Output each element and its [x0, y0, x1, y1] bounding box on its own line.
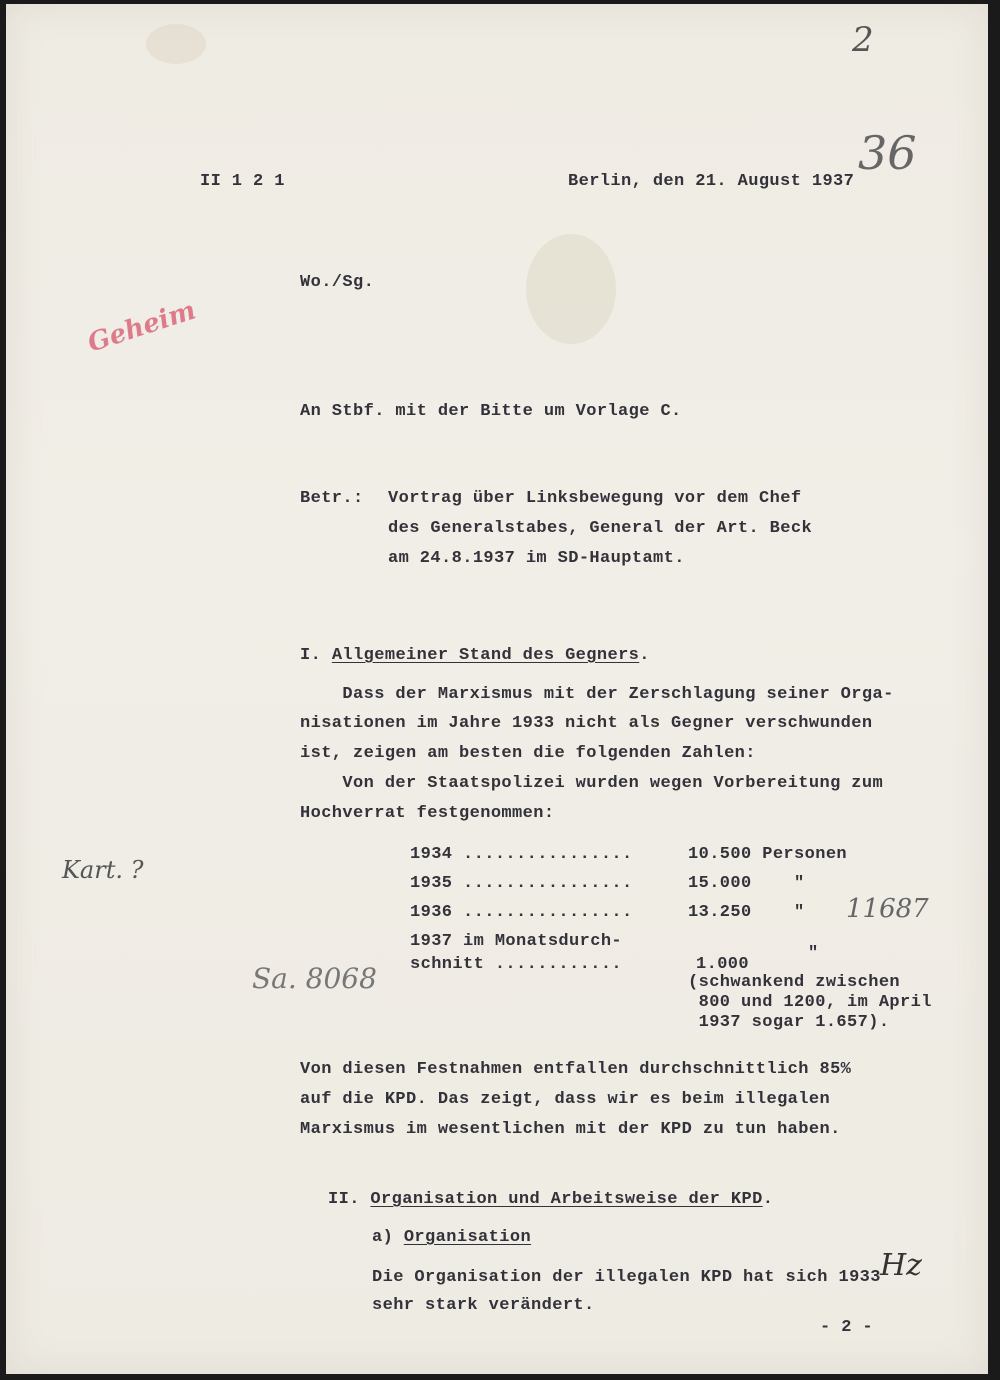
handwritten-folio-number: 36: [858, 126, 917, 180]
arrests-note: 800 und 1200, im April: [688, 993, 932, 1012]
ditto-mark: ": [808, 944, 819, 963]
handwritten-margin-note: Kart. ?: [62, 856, 144, 884]
arrests-year: 1934 ................: [410, 845, 633, 864]
subject-label: Betr.:: [300, 489, 364, 508]
section-2-heading: [328, 1190, 773, 1209]
body-line: sehr stark verändert.: [372, 1296, 595, 1315]
reference-code: Wo./Sg.: [300, 273, 375, 292]
subject-line: des Generalstabes, General der Art. Beck: [388, 519, 813, 538]
body-line: Von der Staatspolizei wurden wegen Vorbereitung zum: [300, 774, 884, 793]
arrests-year: 1937 im Monatsdurch-: [410, 932, 623, 951]
handwritten-corner-mark: 2: [852, 20, 874, 60]
section-2-title: Organisation und Arbeitsweise der KPD: [370, 1190, 763, 1209]
file-number: II 1 2 1: [200, 172, 285, 191]
handwritten-initials: Hz: [880, 1248, 922, 1283]
arrests-year: schnitt ............: [410, 955, 623, 974]
subject-line: am 24.8.1937 im SD-Hauptamt.: [388, 549, 685, 568]
section-1-number: I.: [300, 646, 322, 665]
arrests-value: 13.250 ": [688, 903, 805, 922]
section-2-number: II.: [328, 1190, 360, 1209]
paper-stain: [146, 24, 206, 64]
arrests-note: 1937 sogar 1.657).: [688, 1013, 890, 1032]
body-line: Dass der Marxismus mit der Zerschlagung seiner Orga-: [300, 685, 894, 704]
handwritten-figure-note: 11687: [846, 894, 929, 924]
subsection-label: a): [372, 1228, 394, 1247]
arrests-note: (schwankend zwischen: [688, 973, 901, 992]
body-line: Von diesen Festnahmen entfallen durchschnittlich 85%: [300, 1060, 852, 1079]
arrests-value: 10.500 Personen: [688, 845, 848, 864]
body-line: Marxismus im wesentlichen mit der KPD zu tun haben.: [300, 1120, 841, 1139]
addressee-line: An Stbf. mit der Bitte um Vorlage C.: [300, 402, 682, 421]
section-1-heading: [300, 646, 650, 665]
subject-line: Vortrag über Linksbewegung vor dem Chef: [388, 489, 802, 508]
body-line: ist, zeigen am besten die folgenden Zahlen:: [300, 744, 756, 763]
section-1-title: Allgemeiner Stand des Gegners: [331, 646, 640, 665]
arrests-value: 1.000: [696, 955, 750, 974]
section-2-title-end: .: [762, 1190, 774, 1209]
page-marker: - 2 -: [820, 1318, 874, 1337]
secret-stamp: Geheim: [84, 295, 200, 359]
handwritten-archive-number: Sa. 8068: [252, 962, 377, 995]
section-1-title-end: .: [639, 646, 650, 665]
arrests-value: 15.000 ": [688, 874, 805, 893]
body-line: Hochverrat festgenommen:: [300, 804, 555, 823]
body-line: auf die KPD. Das zeigt, dass wir es beim illegalen: [300, 1090, 831, 1109]
body-line: nisationen im Jahre 1933 nicht als Gegner verschwunden: [300, 714, 873, 733]
arrests-year: 1936 ................: [410, 903, 633, 922]
subsection-title: Organisation: [403, 1228, 532, 1247]
arrests-year: 1935 ................: [410, 874, 633, 893]
paper-stain: [526, 234, 616, 344]
body-line: Die Organisation der illegalen KPD hat sich 1933: [372, 1268, 881, 1287]
place-date: Berlin, den 21. August 1937: [568, 172, 855, 191]
subsection-heading: [372, 1228, 531, 1247]
